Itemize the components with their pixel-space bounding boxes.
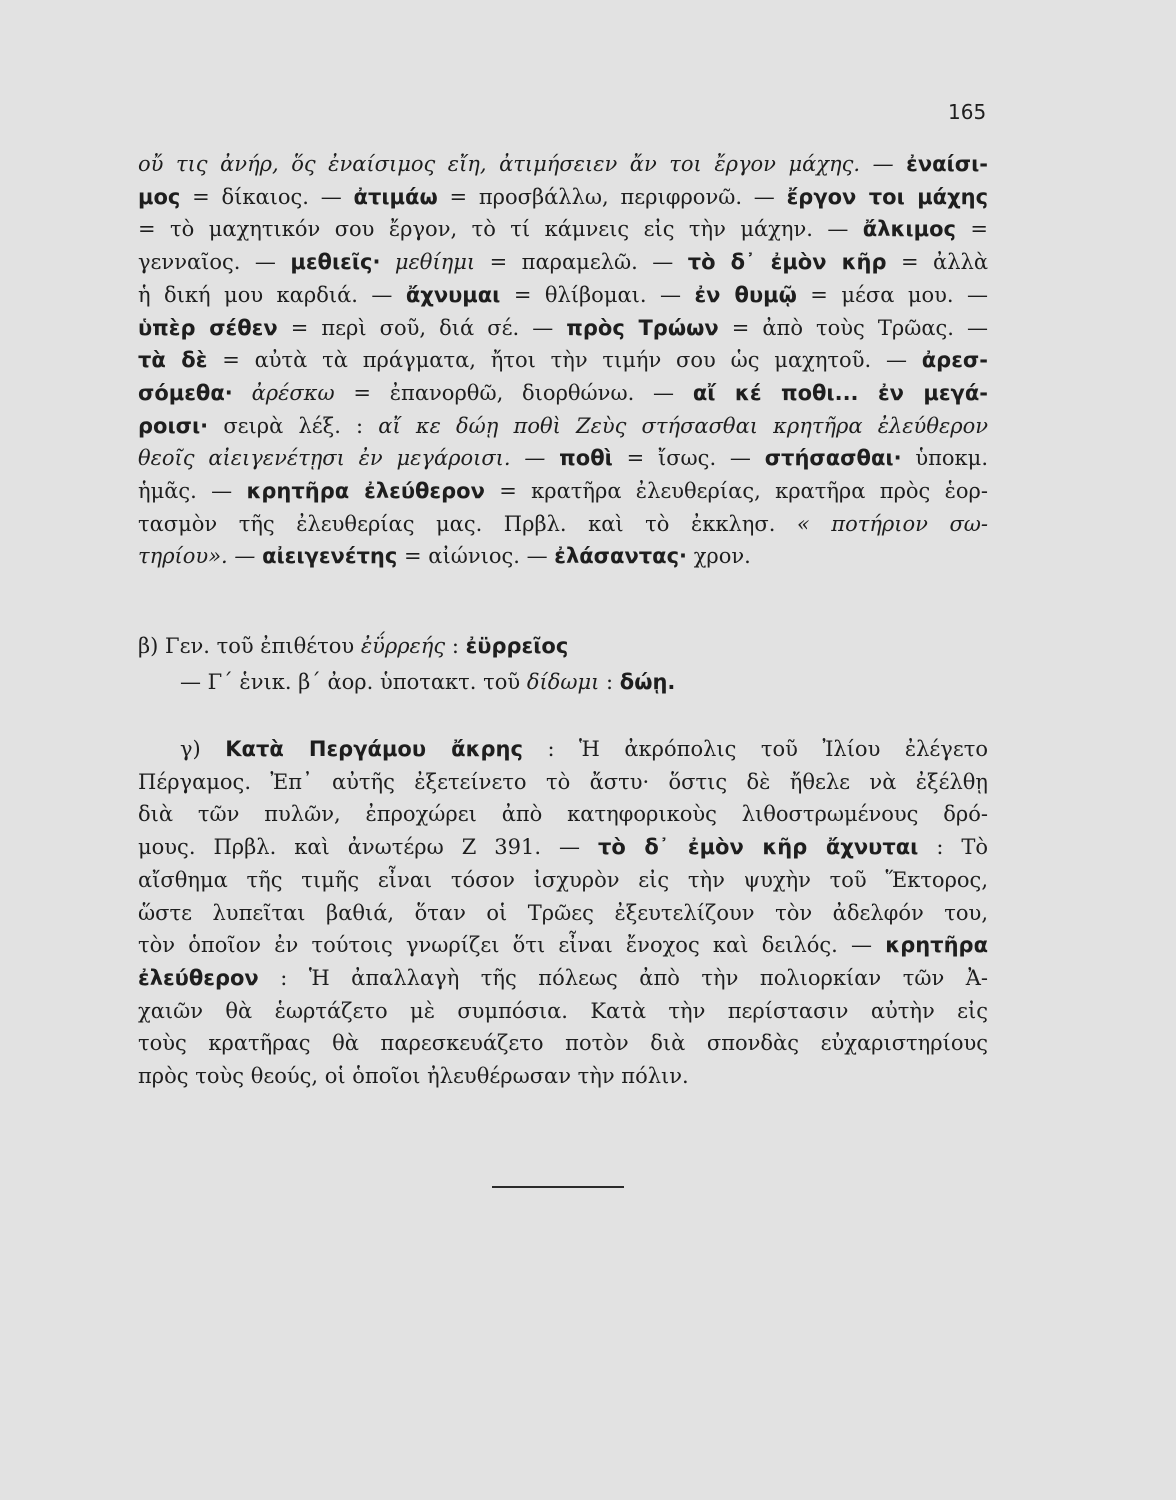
lemma-term: αἴ κέ ποθι... ἐν μεγά- — [692, 380, 988, 405]
quoted-text: αἴ κε δώῃ ποθὶ Ζεὺς στήσασθαι κρητῆρα ἐλεύθερον — [378, 413, 988, 438]
lemma-term: ἔργον τοι μάχης — [786, 184, 988, 209]
gloss-text: μους. Πρβλ. καὶ ἀνωτέρω Ζ 391. — — [138, 835, 598, 860]
quoted-text: δίδωμι — [526, 670, 600, 694]
gloss-text: = περὶ σοῦ, διά σέ. — — [277, 315, 567, 340]
gloss-text: = θλίβομαι. — — [500, 282, 695, 307]
gloss-text: σειρὰ λέξ. : — [208, 413, 379, 438]
text-line — [180, 666, 675, 698]
quoted-text: οὔ τις ἀνήρ, ὅς ἐναίσιμος εἴη, ἀτιμήσειεν ἄν τοι ἔργον μάχης. — — [138, 152, 907, 176]
gloss-text: : — [599, 670, 620, 694]
text-line — [138, 995, 988, 1028]
text-line — [138, 181, 988, 214]
gloss-text: χαιῶν θὰ ἑωρτάζετο μὲ συμπόσια. Κατὰ τὴν περίστασιν αὐτὴν εἰς — [138, 998, 988, 1023]
gloss-text: = ἀλλὰ — [886, 250, 988, 275]
text-line — [138, 148, 988, 181]
gloss-text: αἴσθημα τῆς τιμῆς εἶναι τόσον ἰσχυρὸν εἰς τὴν ψυχὴν τοῦ Ἕκτορος, — [138, 867, 988, 892]
text-line — [138, 246, 988, 279]
gloss-text: τοὺς κρατῆρας θὰ παρεσκευάζετο ποτὸν διὰ σπονδὰς εὐχαριστηρίους — [138, 1031, 988, 1056]
lemma-term: τὰ δὲ — [138, 348, 208, 373]
lemma-term: ἐλεύθερον — [138, 965, 259, 990]
gloss-text: τὸν ὁποῖον ἐν τούτοις γνωρίζει ὅτι εἶναι ἔνοχος καὶ δειλός. — — [138, 933, 886, 958]
gloss-text: ὥστε λυπεῖται βαθιά, ὅταν οἱ Τρῶες ἐξευτελίζουν τὸν ἀδελφόν του, — [138, 900, 988, 925]
quoted-text: ἐΰρρεής — [360, 634, 446, 658]
gloss-text: ἡμᾶς. — — [138, 479, 247, 504]
lemma-term: πρὸς Τρώων — [566, 315, 719, 340]
section-divider — [492, 1186, 624, 1188]
lemma-term: ἄλκιμος — [862, 217, 956, 242]
commentary-paragraph-b-continued — [180, 666, 675, 698]
lemma-term: ἄχνυμαι — [405, 282, 501, 307]
text-line — [138, 442, 988, 475]
lemma-term: ἐϋρρεῖος — [465, 634, 569, 658]
gloss-text: = τὸ μαχητικόν σου ἔργον, τὸ τί κάμνεις εἰς τὴν μάχην. — — [138, 217, 863, 242]
lemma-term: κρητῆρα — [885, 933, 988, 958]
gloss-text: χρον. — [687, 544, 751, 569]
quoted-text: τηρίου». — — [138, 544, 263, 569]
gloss-text: : Ἡ ἀκρόπολις τοῦ Ἰλίου ἐλέγετο — [522, 737, 988, 761]
gloss-text: ἡ δική μου καρδιά. — — [138, 282, 406, 307]
quoted-text: « ποτήριον σω- — [796, 511, 988, 536]
lemma-term: ἐλάσαντας· — [554, 544, 688, 569]
text-line — [138, 312, 988, 345]
gloss-text: = — [955, 217, 988, 242]
lemma-term: κρητῆρα ἐλεύθερον — [246, 479, 485, 504]
text-line — [138, 410, 988, 443]
lemma-term: μεθιεῖς· — [290, 250, 381, 275]
text-line — [138, 1060, 988, 1093]
text-line — [138, 929, 988, 962]
gloss-text: ὑποκμ. — [901, 446, 988, 471]
lemma-term: ροισι· — [138, 413, 209, 438]
gloss-text: : Τὸ — [918, 835, 988, 860]
gloss-text: = κρατῆρα ἐλευθερίας, κρατῆρα πρὸς ἑορ- — [484, 479, 988, 504]
lemma-term: ἐναίσι- — [906, 152, 988, 176]
lemma-term: τὸ δ᾽ ἐμὸν κῆρ ἄχνυται — [597, 835, 919, 860]
gloss-text: = μέσα μου. — — [796, 282, 988, 307]
gloss-text: = παραμελῶ. — — [475, 250, 688, 275]
gloss-text: : — [445, 634, 466, 658]
gloss-text: = προσβάλλω, περιφρονῶ. — — [437, 184, 787, 209]
lemma-term: Κατὰ Περγάμου ἄκρης — [225, 737, 523, 761]
commentary-paragraph-b — [138, 630, 568, 662]
text-line — [138, 1027, 988, 1060]
commentary-paragraph-a — [138, 148, 988, 573]
gloss-text: γ) — [180, 737, 226, 761]
gloss-text: γενναῖος. — — [138, 250, 291, 275]
gloss-text: β) Γεν. τοῦ ἐπιθέτου — [138, 634, 361, 658]
text-line — [138, 475, 988, 508]
gloss-text: = δίκαιος. — — [180, 184, 354, 209]
lemma-term: ποθὶ — [559, 446, 613, 471]
page-number: 165 — [948, 100, 987, 124]
text-line — [138, 864, 988, 897]
text-line — [138, 897, 988, 930]
text-line — [138, 766, 988, 799]
lemma-term: ἀρεσ- — [921, 348, 988, 373]
text-line — [138, 540, 988, 573]
text-line — [138, 279, 988, 312]
gloss-text: = ἐπανορθῶ, διορθώνω. — — [334, 380, 693, 405]
text-line — [138, 213, 988, 246]
text-line — [138, 377, 988, 410]
gloss-text: τασμὸν τῆς ἐλευθερίας μας. Πρβλ. καὶ τὸ ἐκκλησ. — [138, 511, 797, 536]
gloss-text: = αὐτὰ τὰ πράγματα, ἤτοι τὴν τιμήν σου ὡς μαχητοῦ. — — [207, 348, 922, 373]
text-line — [138, 630, 568, 662]
gloss-text: = ἴσως. — — [612, 446, 765, 471]
text-line — [138, 831, 988, 864]
lemma-term: στήσασθαι· — [764, 446, 902, 471]
quoted-text: ἀρέσκω — [232, 380, 335, 405]
text-line — [138, 344, 988, 377]
quoted-text: μεθίημι — [380, 250, 476, 275]
text-line — [138, 798, 988, 831]
lemma-term: δώῃ. — [619, 670, 676, 694]
commentary-paragraph-c — [138, 733, 988, 1093]
text-line — [138, 962, 988, 995]
lemma-term: αἰειγενέτης — [262, 544, 398, 569]
quoted-text: θεοῖς αἰειγενέτῃσι ἐν μεγάροισι. — — [138, 446, 560, 471]
lemma-term: τὸ δ᾽ ἐμὸν κῆρ — [687, 250, 887, 275]
gloss-text: = αἰώνιος. — — [397, 544, 555, 569]
text-line — [138, 733, 988, 766]
text-line — [138, 508, 988, 541]
lemma-term: σόμεθα· — [138, 380, 233, 405]
lemma-term: μος — [138, 184, 181, 209]
gloss-text: πρὸς τοὺς θεούς, οἱ ὁποῖοι ἠλευθέρωσαν τὴν πόλιν. — [138, 1064, 689, 1089]
lemma-term: ἐν θυμῷ — [694, 282, 797, 307]
gloss-text: διὰ τῶν πυλῶν, ἐπροχώρει ἀπὸ κατηφορικοὺς λιθοστρωμένους δρό- — [138, 802, 988, 827]
gloss-text: = ἀπὸ τοὺς Τρῶας. — — [718, 315, 988, 340]
lemma-term: ὑπὲρ σέθεν — [138, 315, 278, 340]
gloss-text: Πέργαμος. Ἐπ᾽ αὐτῆς ἐξετείνετο τὸ ἄστυ· ὅστις δὲ ἤθελε νὰ ἐξέλθῃ — [138, 769, 988, 794]
gloss-text: — Γ΄ ἑνικ. β΄ ἀορ. ὑποτακτ. τοῦ — [180, 670, 527, 694]
lemma-term: ἀτιμάω — [353, 184, 438, 209]
gloss-text: : Ἡ ἀπαλλαγὴ τῆς πόλεως ἀπὸ τὴν πολιορκίαν τῶν Ἀ- — [258, 965, 988, 990]
